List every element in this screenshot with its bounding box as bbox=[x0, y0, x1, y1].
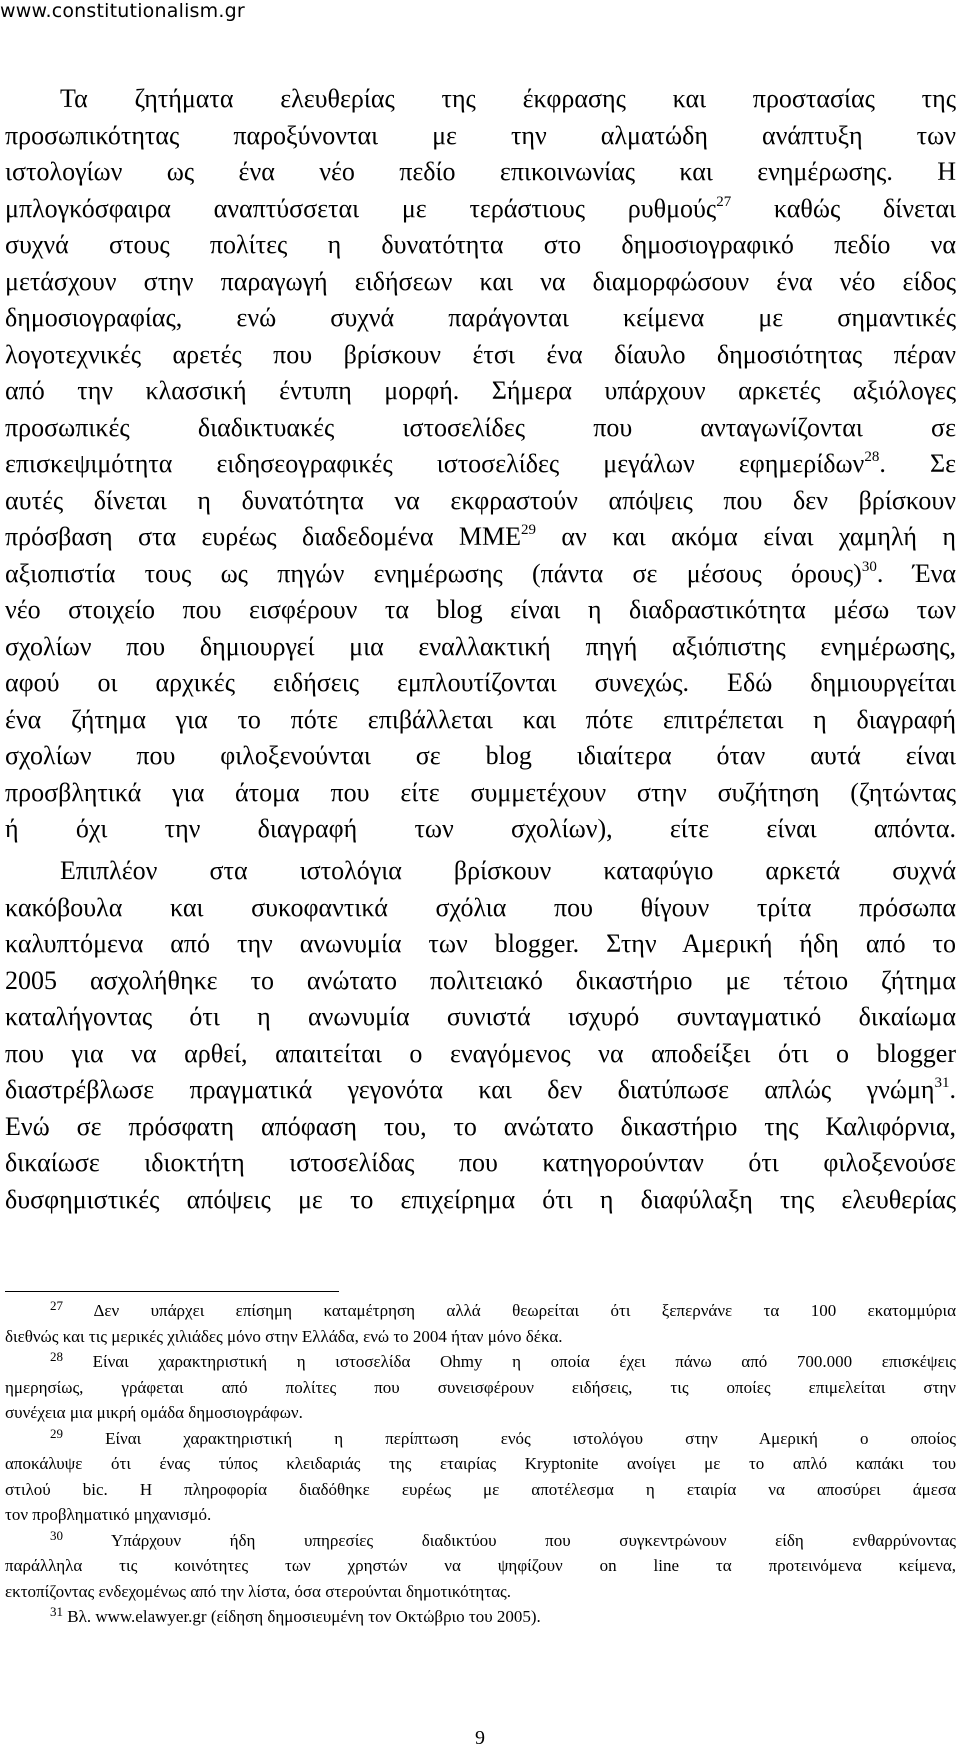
text-line: ένα ζήτημα για το πότε επιβάλλεται και πότε επιτρέπεται η διαγραφή bbox=[5, 704, 956, 734]
text-line bbox=[5, 556, 956, 593]
footnote-number: 30 bbox=[50, 1527, 63, 1543]
text-line: καλυπτόμενα από την ανωνυμία των blogger. Στην Αμερική ήδη από το bbox=[5, 929, 956, 958]
footnote-text: Είναι χαρακτηριστική η περίπτωση ενός ιστολόγου στην Αμερική ο οποίος bbox=[105, 1428, 956, 1448]
text-segment: αξιοπιστία τους ως πηγών ενημέρωσης (πάντα σε μέσους όρους) bbox=[5, 558, 862, 588]
text-line: δημοσιογραφίας, ενώ συχνά παράγονται κείμενα με σημαντικές bbox=[5, 303, 956, 332]
text-line: αφού οι αρχικές ειδήσεις εμπλουτίζονται συνεχώς. Εδώ δημιουργείται bbox=[5, 668, 956, 697]
text-line bbox=[5, 1072, 956, 1109]
footnote-ref-31: 31 bbox=[934, 1075, 950, 1091]
text-segment: καθώς δίνεται bbox=[773, 193, 956, 223]
text-line: Ενώ σε πρόσφατη απόφαση του, το ανώτατο δικαστήριο της Καλιφόρνια, bbox=[5, 1111, 956, 1141]
footnote-number: 31 bbox=[50, 1604, 63, 1619]
footnote-28 bbox=[5, 1349, 956, 1375]
text-line: δυσφημιστικές απόψεις με το επιχείρημα ότι η διαφύλαξη της ελευθερίας bbox=[5, 1184, 956, 1214]
text-line: ή όχι την διαγραφή των σχολίων), είτε είναι απόντα. bbox=[5, 814, 956, 843]
text-line: καταλήγοντας ότι η ανωνυμία συνιστά ισχυρό συνταγματικό δικαίωμα bbox=[5, 1002, 956, 1031]
text-segment: επισκεψιμότητα ειδησεογραφικές ιστοσελίδες μεγάλων εφημερίδων bbox=[5, 449, 865, 478]
footnote-27 bbox=[5, 1298, 956, 1324]
text-line: σχολίων που δημιουργεί μια εναλλακτική πηγή αξιόπιστης ενημέρωσης, bbox=[5, 631, 956, 661]
text-line: λογοτεχνικές αρετές που βρίσκουν έτσι ένα δίαυλο δημοσιότητας πέραν bbox=[5, 339, 956, 369]
text-line bbox=[5, 191, 956, 228]
text-segment: . bbox=[949, 1075, 956, 1104]
text-line bbox=[5, 519, 956, 556]
text-line: ιστολογίων ως ένα νέο πεδίο επικοινωνίας και ενημέρωσης. Η bbox=[5, 157, 956, 186]
text-line: Επιπλέον στα ιστολόγια βρίσκουν καταφύγιο αρκετά συχνά bbox=[60, 856, 956, 885]
footnote-ref-30: 30 bbox=[861, 558, 877, 575]
footnote-29 bbox=[5, 1426, 956, 1452]
text-line: σχολίων που φιλοξενούνται σε blog ιδιαίτερα όταν αυτά είναι bbox=[5, 741, 956, 770]
footnote-text-line: παράλληλα τις κοινότητες των χρηστών να ψηφίζουν on line τα προτεινόμενα κείμενα, bbox=[5, 1556, 956, 1575]
footnote-text-line: τον προβληματικό μηχανισμό. bbox=[5, 1505, 212, 1524]
paragraph-2 bbox=[5, 853, 956, 1218]
footnote-text: Υπάρχουν ήδη υπηρεσίες διαδικτύου που συγκεντρώνουν είδη ενθαρρύνοντας bbox=[110, 1530, 956, 1550]
footnote-divider bbox=[5, 1291, 339, 1292]
footnote-number: 27 bbox=[50, 1298, 63, 1313]
text-line: Τα ζητήματα ελευθερίας της έκφρασης και προστασίας της bbox=[60, 84, 956, 113]
paragraph-1 bbox=[5, 81, 956, 848]
text-line: αυτές δίνεται η δυνατότητα να εκφραστούν απόψεις που δεν βρίσκουν bbox=[5, 485, 956, 515]
text-segment: . Σε bbox=[879, 449, 956, 478]
footnote-text: Δεν υπάρχει επίσημη καταμέτρηση αλλά θεωρείται ότι ξεπερνάνε τα 100 εκατομμύρια bbox=[93, 1301, 957, 1320]
text-line: από την κλασσική έντυπη μορφή. Σήμερα υπάρχουν αρκετές αξιόλογες bbox=[5, 376, 956, 405]
text-segment: μπλογκόσφαιρα αναπτύσσεται με τεράστιους ρυθμούς bbox=[5, 193, 717, 223]
text-segment: . Ένα bbox=[876, 558, 956, 588]
footnote-number: 29 bbox=[50, 1425, 63, 1441]
text-line: που για να αρθεί, απαιτείται ο εναγόμενος να αποδείξει ότι ο blogger bbox=[5, 1038, 956, 1068]
footnote-text-line: ημερησίως, γράφεται από πολίτες που συνεισφέρουν ειδήσεις, τις οποίες επιμελείται στην bbox=[5, 1377, 956, 1397]
footnote-text-line: εκτοπίζοντας ενδεχομένως από την λίστα, όσα στερούνται δημοτικότητας. bbox=[5, 1581, 512, 1601]
footnote-text-line: στιλού bic. Η πληροφορία διαδόθηκε ευρέως με αποτέλεσμα η εταιρία να αποσύρει άμεσα bbox=[5, 1479, 956, 1499]
text-segment: πρόσβαση στα ευρέως διαδεδομένα ΜΜΕ bbox=[5, 522, 522, 551]
text-line: προσωπικότητας παροξύνονται με την αλματώδη ανάπτυξη των bbox=[5, 120, 956, 150]
site-url-header: www.constitutionalism.gr bbox=[0, 0, 245, 22]
footnote-text: Βλ. www.elawyer.gr (είδηση δημοσιευμένη τον Οκτώβριο του 2005). bbox=[67, 1607, 541, 1626]
page-number: 9 bbox=[475, 1727, 485, 1749]
footnote-ref-29: 29 bbox=[521, 522, 537, 538]
text-segment: αν και ακόμα είναι χαμηλή η bbox=[536, 522, 956, 551]
footnote-text-line: αποκάλυψε ότι ένας τύπος κλειδαριάς της εταιρίας Kryptonite ανοίγει με το απλό καπάκι του bbox=[5, 1454, 956, 1473]
text-line: προσβλητικά για άτομα που είτε συμμετέχουν στην συζήτηση (ζητώντας bbox=[5, 777, 956, 807]
text-line: συχνά στους πολίτες η δυνατότητα στο δημοσιογραφικό πεδίο να bbox=[5, 230, 956, 259]
footnote-31 bbox=[5, 1604, 956, 1630]
text-line: 2005 ασχολήθηκε το ανώτατο πολιτειακό δικαστήριο με τέτοιο ζήτημα bbox=[5, 965, 956, 995]
footnote-ref-27: 27 bbox=[716, 193, 732, 210]
text-line: δικαίωσε ιδιοκτήτη ιστοσελίδας που κατηγορούνταν ότι φιλοξενούσε bbox=[5, 1148, 956, 1177]
footnote-text-line: συνέχεια μια μικρή ομάδα δημοσιογράφων. bbox=[5, 1403, 303, 1422]
footnote-number: 28 bbox=[50, 1349, 63, 1364]
text-segment: διαστρέβλωσε πραγματικά γεγονότα και δεν διατύπωσε απλώς γνώμη bbox=[5, 1075, 935, 1104]
text-line: προσωπικές διαδικτυακές ιστοσελίδες που ανταγωνίζονται σε bbox=[5, 412, 956, 442]
text-line: κακόβουλα και συκοφαντικά σχόλια που θίγουν τρίτα πρόσωπα bbox=[5, 892, 956, 922]
footnote-ref-28: 28 bbox=[864, 449, 880, 465]
footnotes bbox=[5, 1298, 956, 1630]
footnote-text-line: διεθνώς και τις μερικές χιλιάδες μόνο στην Ελλάδα, ενώ το 2004 ήταν μόνο δέκα. bbox=[5, 1326, 563, 1346]
text-line: μετάσχουν στην παραγωγή ειδήσεων και να διαμορφώσουν ένα νέο είδος bbox=[5, 266, 956, 296]
footnote-30 bbox=[5, 1528, 956, 1554]
text-line: νέο στοιχείο που εισφέρουν τα blog είναι η διαδραστικότητα μέσω των bbox=[5, 595, 956, 624]
text-line bbox=[5, 446, 956, 483]
footnote-text: Είναι χαρακτηριστική η ιστοσελίδα Ohmy η οποία έχει πάνω από 700.000 επισκέψεις bbox=[92, 1352, 957, 1371]
